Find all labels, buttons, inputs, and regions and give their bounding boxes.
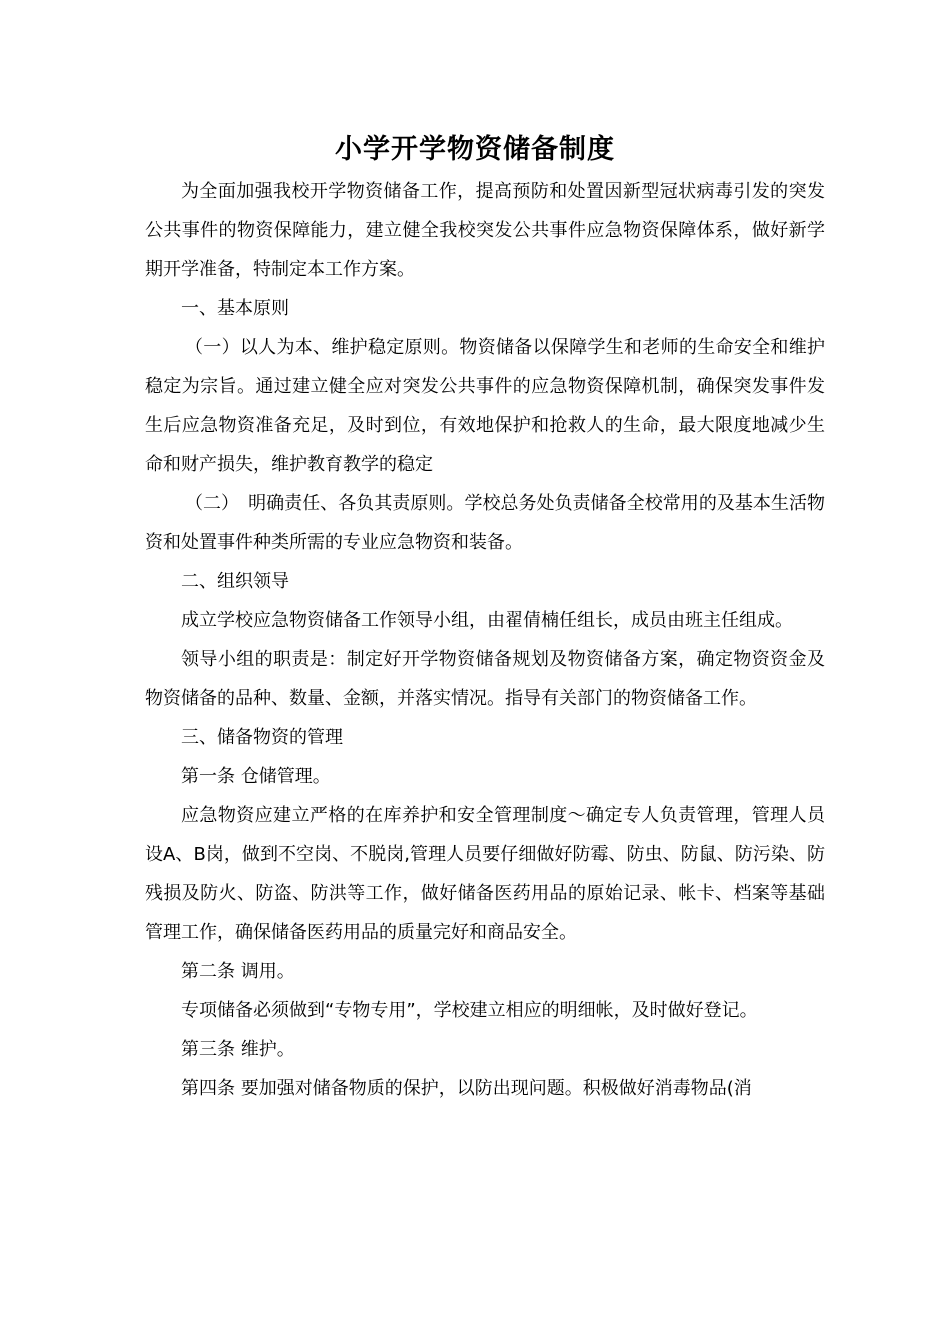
paragraph-dispatch: 专项储备必须做到“专物专用”，学校建立相应的明细帐，及时做好登记。 (181, 1000, 758, 1021)
document-body (145, 172, 825, 1108)
paragraph-intro: 为全面加强我校开学物资储备工作，提高预防和处置因新型冠状病毒引发的突发公共事件的物资保障能力，建立健全我校突发公共事件应急物资保障体系，做好新学期开学准备，特制定本工作方案。 (145, 181, 825, 280)
section-heading-management: 三、储备物资的管理 (181, 727, 343, 748)
section-heading-organization: 二、组织领导 (181, 571, 289, 592)
paragraph-leadership-duties: 领导小组的职责是：制定好开学物资储备规划及物资储备方案，确定物资资金及物资储备的品种、数量、金额，并落实情况。指导有关部门的物资储备工作。 (145, 649, 825, 709)
article-two-heading: 第二条 调用。 (181, 961, 295, 982)
paragraph-principle-two: （二） 明确责任、各负其责原则。学校总务处负责储备全校常用的及基本生活物资和处置事件种类所需的专业应急物资和装备。 (145, 493, 825, 553)
article-one-heading: 第一条 仓储管理。 (181, 766, 331, 787)
document-title: 小学开学物资储备制度 (335, 134, 615, 165)
paragraph-principle-one: （一）以人为本、维护稳定原则。物资储备以保障学生和老师的生命安全和维护稳定为宗旨。通过建立健全应对突发公共事件的应急物资保障机制，确保突发事件发生后应急物资准备充足，及时到位，有效地保护和抢救人的生命，最大限度地减少生命和财产损失，维护教育教学的稳定 (145, 337, 825, 475)
paragraph-storage-management: 应急物资应建立严格的在库养护和安全管理制度～确定专人负责管理，管理人员设A、B岗，做到不空岗、不脱岗,管理人员要仔细做好防霉、防虫、防鼠、防污染、防残损及防火、防盗、防洪等工作，做好储备医药用品的原始记录、帐卡、档案等基础管理工作，确保储备医药用品的质量完好和商品安全。 (145, 805, 825, 943)
paragraph-article-four: 第四条 要加强对储备物质的保护，以防出现问题。积极做好消毒物品(消 (181, 1078, 752, 1099)
section-heading-principles: 一、基本原则 (181, 298, 289, 319)
article-three-heading: 第三条 维护。 (181, 1039, 295, 1060)
paragraph-leadership-group: 成立学校应急物资储备工作领导小组，由翟倩楠任组长，成员由班主任组成。 (181, 610, 793, 631)
